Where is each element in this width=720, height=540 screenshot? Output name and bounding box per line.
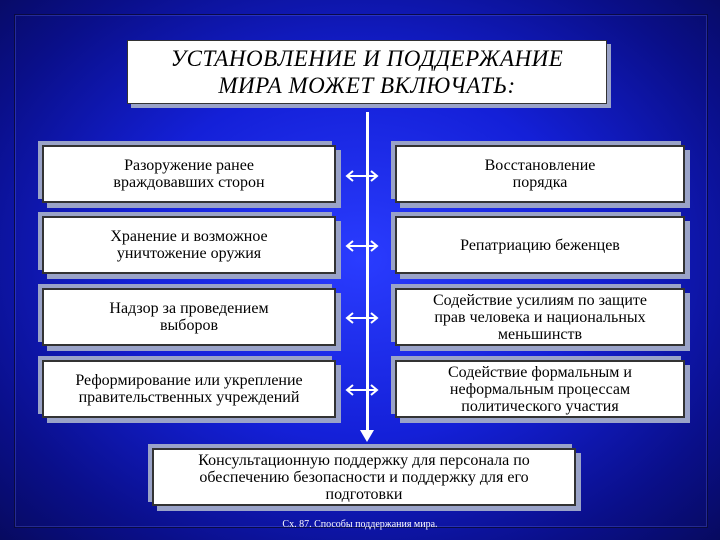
title-line-2: МИРА МОЖЕТ ВКЛЮЧАТЬ:: [218, 73, 516, 98]
left-item-4: [42, 360, 336, 418]
right-item-1-line-2: порядка: [512, 174, 568, 191]
right-item-4-line-3: политического участия: [461, 397, 619, 415]
double-arrow-icon: [344, 310, 380, 326]
axis-arrowhead: [360, 430, 374, 442]
left-item-2: [42, 216, 336, 274]
double-arrow-icon: [344, 238, 380, 254]
double-arrow-icon: [344, 168, 380, 184]
figure-caption: Сх. 87. Способы поддержания мира.: [282, 519, 438, 530]
right-item-3-line-2: прав человека и национальных: [434, 308, 646, 326]
right-item-4-line-1: Содействие формальным и: [448, 363, 632, 381]
bottom-item: [152, 448, 576, 506]
left-item-1-line-2: враждовавших сторон: [113, 174, 265, 191]
left-item-3-line-2: выборов: [160, 317, 218, 334]
left-item-4-line-2: правительственных учреждений: [78, 389, 300, 406]
left-item-2-line-1: Хранение и возможное: [110, 228, 268, 245]
right-item-1: [395, 145, 685, 203]
right-item-3: [395, 288, 685, 346]
left-item-2-line-2: уничтожение оружия: [116, 245, 262, 262]
bottom-item-line-1: Консультационную поддержку для персонала по: [198, 451, 530, 469]
right-item-3-line-3: меньшинств: [497, 325, 583, 343]
right-item-1-line-1: Восстановление: [484, 157, 596, 174]
bottom-item-line-2: обеспечению безопасности и поддержку для его: [199, 468, 529, 486]
left-item-3-line-1: Надзор за проведением: [109, 300, 269, 317]
left-item-3: [42, 288, 336, 346]
bottom-item-line-3: подготовки: [325, 485, 403, 503]
left-item-4-line-1: Реформирование или укрепление: [75, 372, 303, 389]
right-item-4-line-2: неформальным процессам: [449, 380, 631, 398]
right-item-2-line-1: Репатриацию беженцев: [460, 236, 620, 254]
title-line-1: УСТАНОВЛЕНИЕ И ПОДДЕРЖАНИЕ: [170, 46, 564, 71]
diagram-title: [127, 40, 607, 104]
left-item-1: [42, 145, 336, 203]
right-item-4: [395, 360, 685, 418]
left-item-1-line-1: Разоружение ранее: [124, 157, 254, 174]
right-item-2: [395, 216, 685, 274]
double-arrow-icon: [344, 382, 380, 398]
right-item-3-line-1: Содействие усилиям по защите: [433, 291, 647, 309]
